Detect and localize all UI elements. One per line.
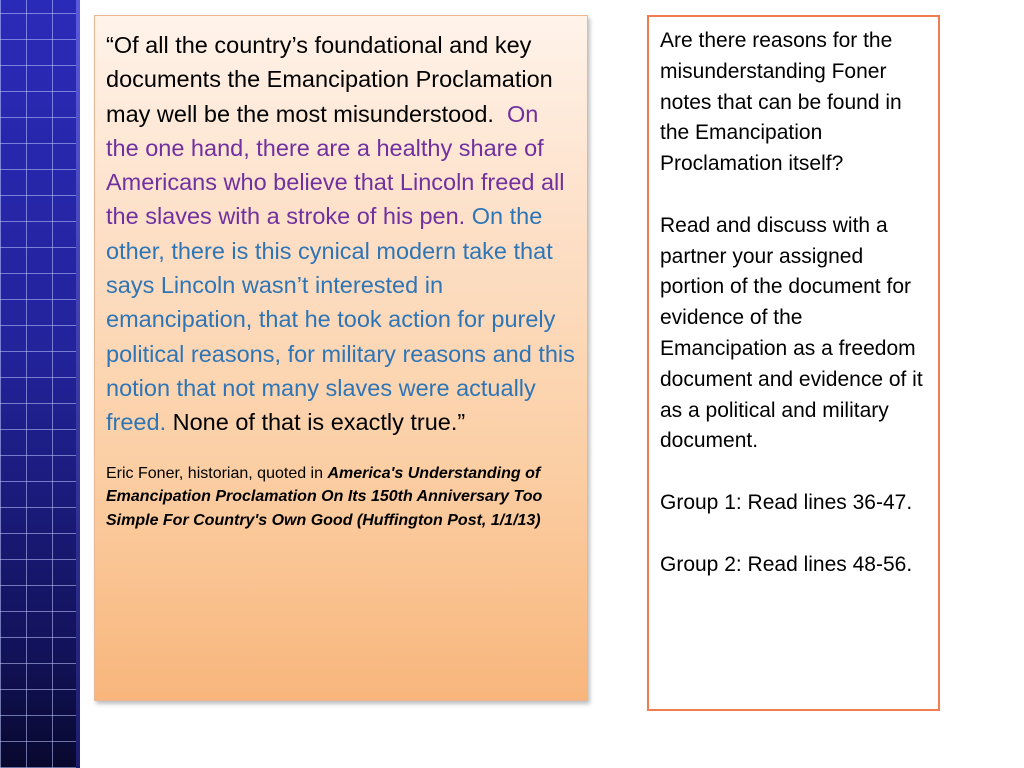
prompt-question: Are there reasons for the misunderstanding Foner notes that can be found in the Emancipation Proclamation itself? (660, 29, 902, 176)
citation-prefix: Eric Foner, historian, quoted in (106, 464, 328, 482)
quote-box (94, 15, 588, 701)
citation (106, 462, 577, 533)
quote-segment-blue: On the other, there is this cynical modern take that says Lincoln wasn’t interested in emancipation, that he took action for purely political reasons, for military reasons and this notion that not many slaves were actually freed. (106, 203, 575, 436)
prompt-instructions: Read and discuss with a partner your assigned portion of the document for evidence of the Emancipation as a freedom document and evidence of it as a political and military document. (660, 213, 923, 453)
quote-segment-black-2: None of that is exactly true.” (172, 409, 466, 436)
decorative-grid-strip (0, 0, 80, 768)
quote-segment-black-1: “Of all the country’s foundational and key documents the Emancipation Proclamation may well be the most misunderstood. (106, 32, 553, 127)
group-1-assignment: Group 1: Read lines 36-47. (660, 490, 913, 514)
discussion-prompt-box (647, 15, 940, 711)
quote-segment-purple: On the one hand, there are a healthy share of Americans who believe that Lincoln freed all the slaves with a stroke of his pen. (106, 100, 565, 230)
foner-quote (106, 28, 577, 440)
group-2-assignment: Group 2: Read lines 48-56. (660, 552, 913, 576)
citation-source-title: America's Understanding of Emancipation Proclamation On Its 150th Anniversary Too Simple For Country's Own Good (Huffington Post, 1/1/13) (106, 464, 543, 529)
